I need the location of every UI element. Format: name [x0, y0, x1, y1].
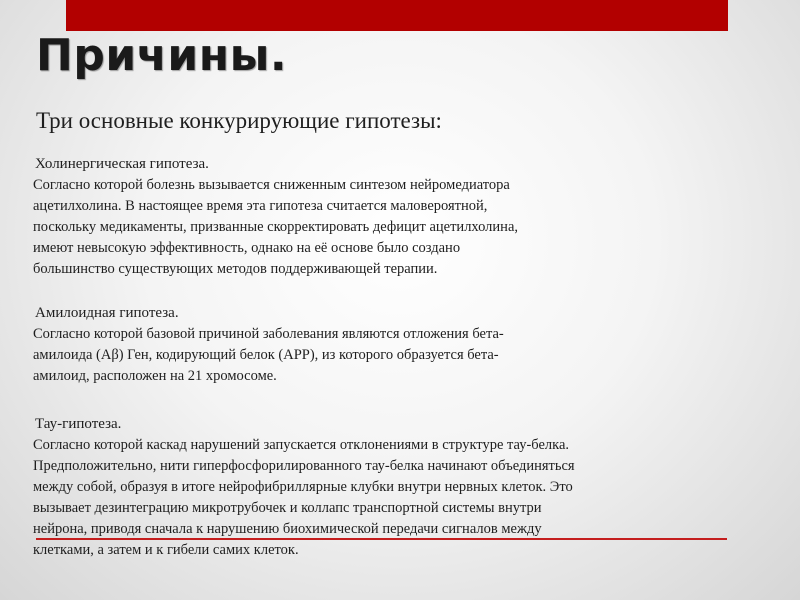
section-heading: Амилоидная гипотеза.: [35, 305, 179, 321]
text-line: нейрона, приводя сначала к нарушению биохимической передачи сигналов между: [33, 521, 542, 537]
text-line: клетками, а затем и к гибели самих клеток.: [33, 542, 299, 558]
section-body: [33, 435, 733, 561]
text-line: вызывает дезинтеграцию микротрубочек и коллапс транспортной системы внутри: [33, 500, 542, 516]
red-underline: [36, 538, 727, 540]
slide-subtitle: Три основные конкурирующие гипотезы:: [36, 108, 442, 133]
text-line: ацетилхолина. В настоящее время эта гипотеза считается маловероятной,: [33, 198, 488, 214]
text-line: Согласно которой каскад нарушений запускается отклонениями в структуре тау-белка.: [33, 437, 570, 453]
text-line: Согласно которой базовой причиной заболевания являются отложения бета-: [33, 326, 504, 342]
section-amyloid: [33, 303, 633, 387]
text-line: амилоид, расположен на 21 хромосоме.: [33, 368, 277, 384]
section-body: [33, 175, 633, 280]
top-accent-bar: [66, 0, 728, 31]
section-body: [33, 324, 633, 387]
section-heading: Тау-гипотеза.: [35, 416, 122, 432]
slide-title: Причины.: [36, 30, 288, 81]
text-line: Согласно которой болезнь вызывается сниженным синтезом нейромедиатора: [33, 177, 510, 193]
text-line: Предположительно, нити гиперфосфорилированного тау-белка начинают объединяться: [33, 458, 575, 474]
text-line: большинство существующих методов поддерживающей терапии.: [33, 261, 438, 277]
text-line: имеют невысокую эффективность, однако на её основе было создано: [33, 240, 461, 256]
text-line: между собой, образуя в итоге нейрофибриллярные клубки внутри нервных клеток. Это: [33, 479, 573, 495]
text-line: амилоида (Аβ) Ген, кодирующий белок (APP), из которого образуется бета-: [33, 347, 499, 363]
section-cholinergic: [33, 154, 633, 280]
section-heading: Холинергическая гипотеза.: [35, 156, 209, 172]
text-line: поскольку медикаменты, призванные скорректировать дефицит ацетилхолина,: [33, 219, 518, 235]
